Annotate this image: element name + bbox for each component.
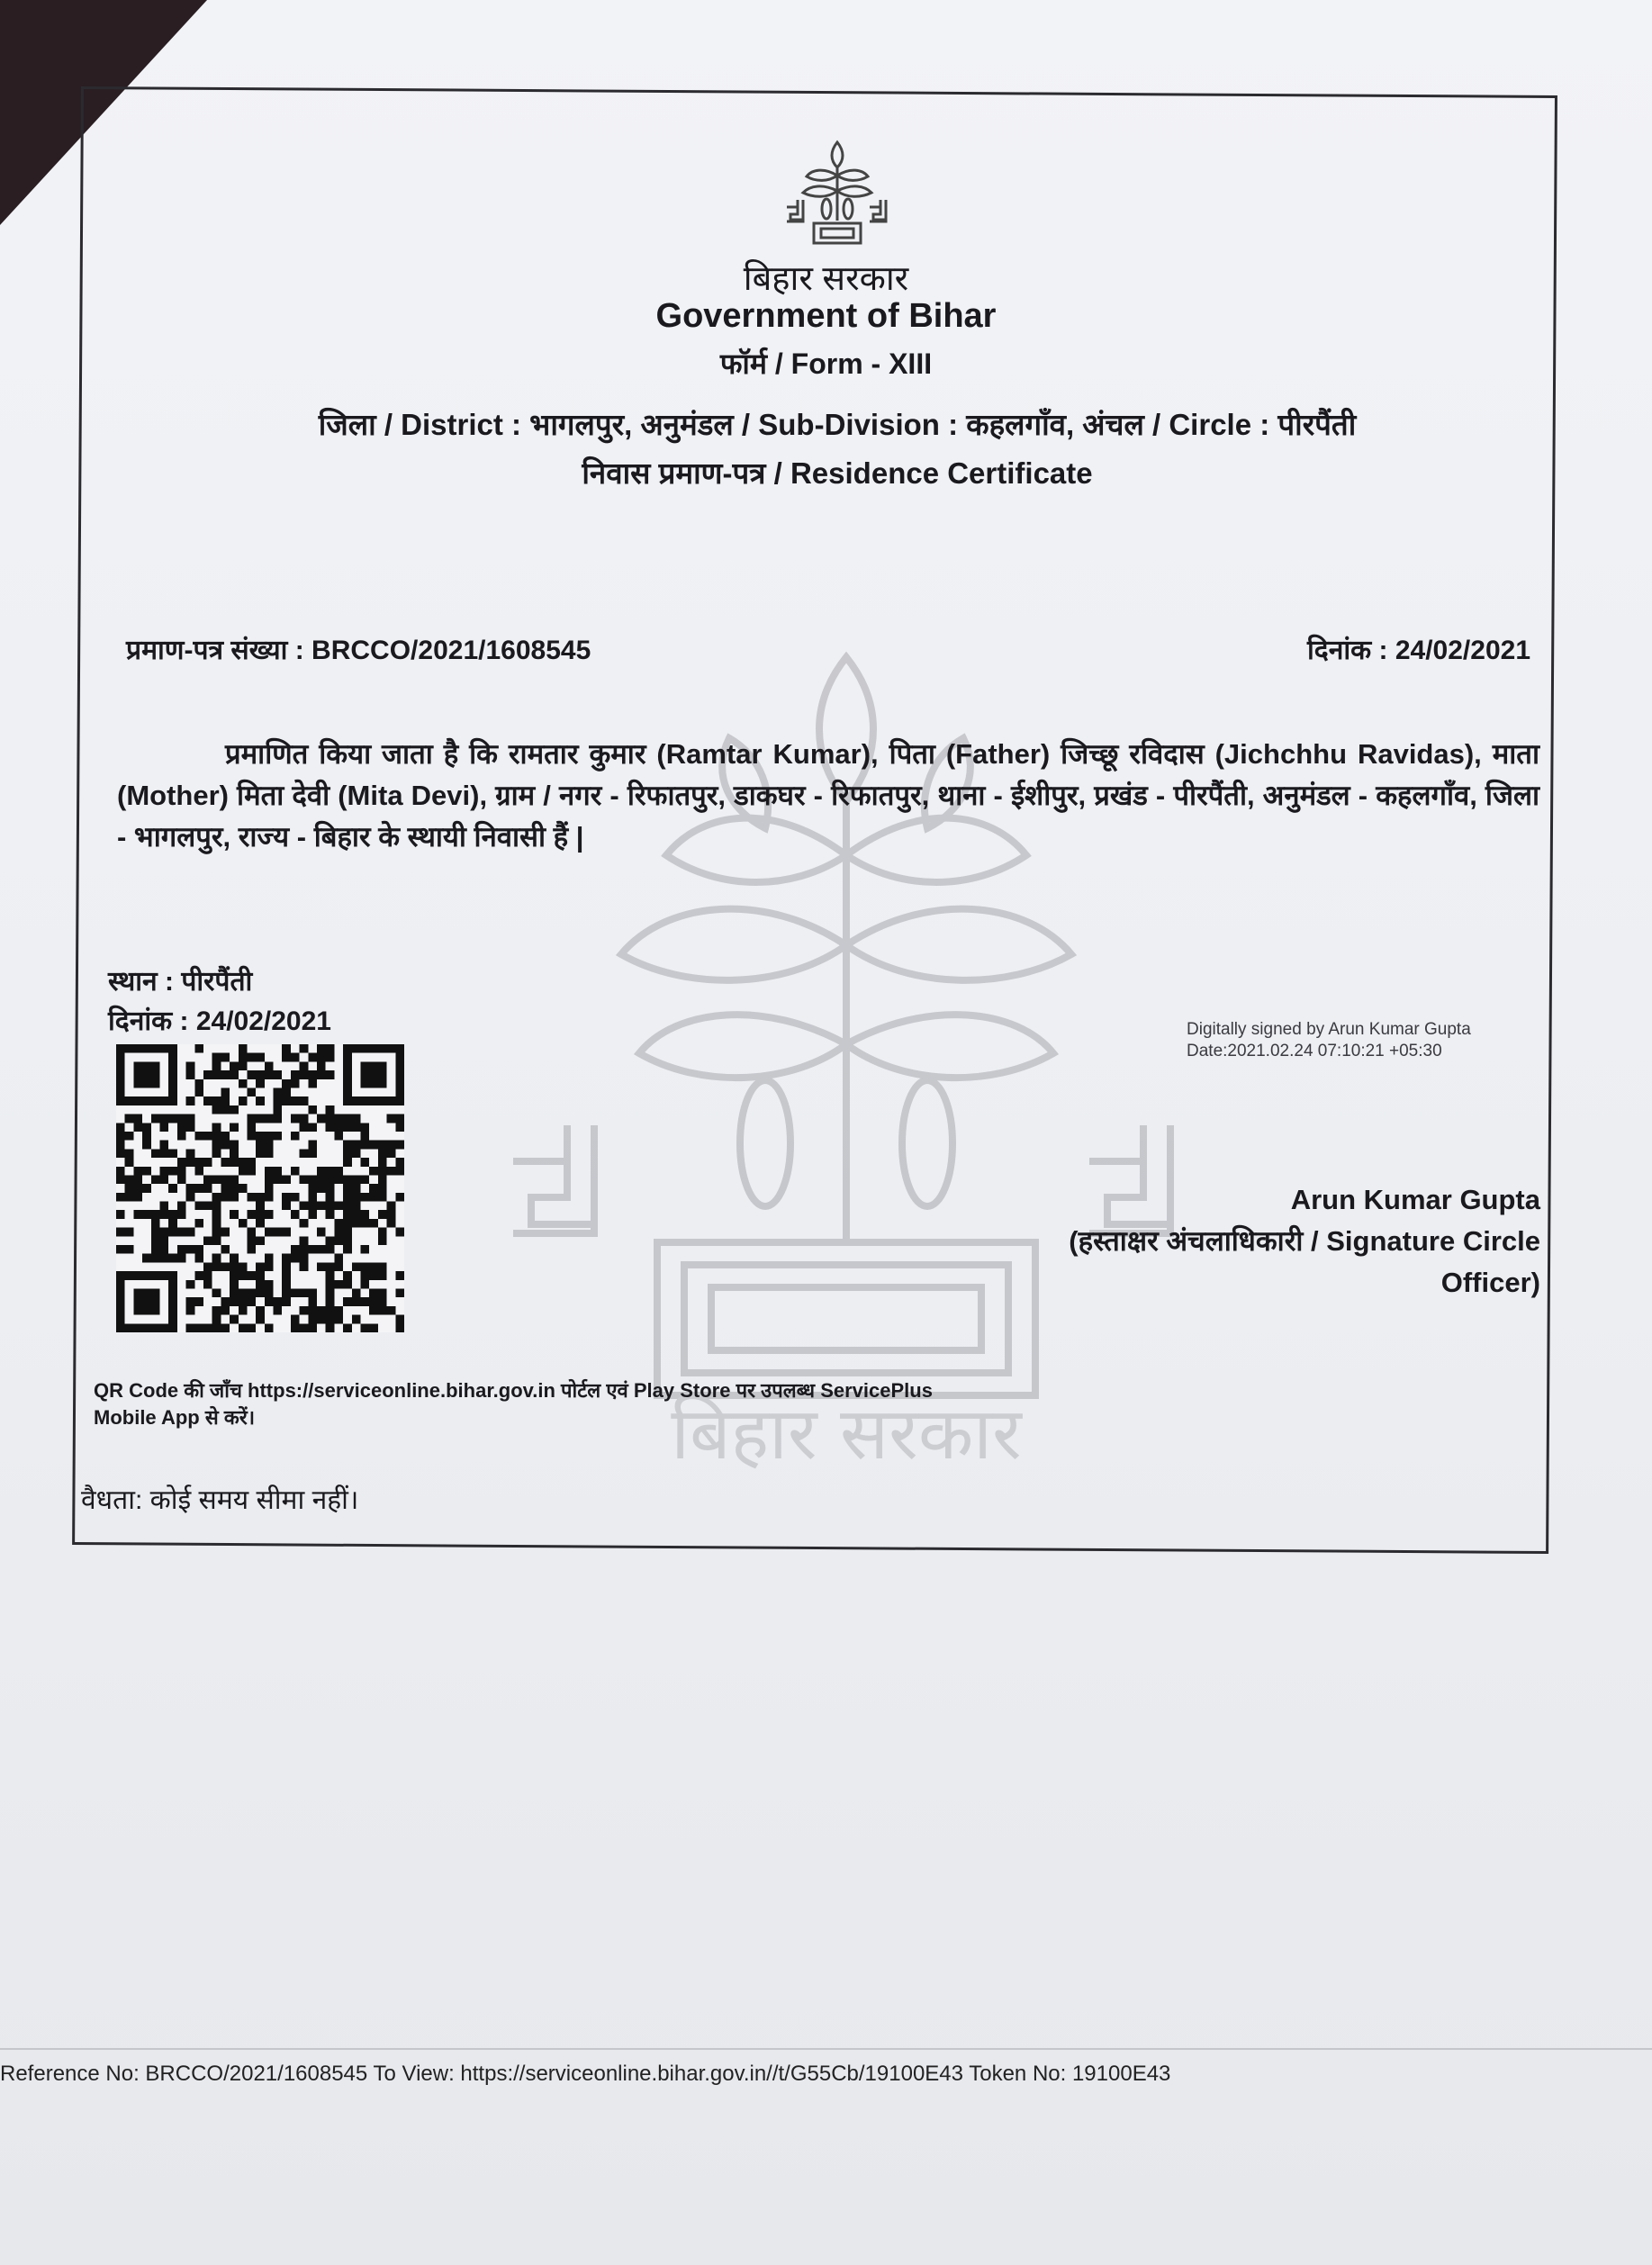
qr-verification-note: QR Code की जाँच https://serviceonline.bihar.gov.in पोर्टल एवं Play Store पर उपलब्ध ServicePlus Mobile App से करें।	[94, 1379, 933, 1429]
govt-title-english: Government of Bihar	[655, 297, 997, 335]
validity-text: वैधता: कोई समय सीमा नहीं।	[81, 1485, 359, 1515]
certificate-body: प्रमाणित किया जाता है कि रामतार कुमार (Ramtar Kumar), पिता (Father) जिच्छू रविदास (Jichchhu Ravidas), माता (Mother) मिता देवी (Mita Devi), ग्राम / नगर - रिफातपुर, डाकघर - रिफातपुर, थाना - ईशीपुर, प्रखंड - पीरपैंती, अनुमंडल - कहलगाँव, जिला - भागलपुर, राज्य - बिहार के स्थायी निवासी हैं |	[117, 738, 1539, 853]
signatory-designation-2: Officer)	[1440, 1267, 1540, 1298]
digital-signature-line1: Digitally signed by Arun Kumar Gupta	[1187, 1020, 1471, 1039]
reference-footer: Reference No: BRCCO/2021/1608545 To View: https://serviceonline.bihar.gov.in//t/G55Cb/19100E43 Token No: 19100E43	[0, 2062, 1171, 2086]
digital-signature-line2: Date:2021.02.24 07:10:21 +05:30	[1187, 1042, 1442, 1060]
district-line: जिला / District : भागलपुर, अनुमंडल / Sub-Division : कहलगाँव, अंचल / Circle : पीरपैंती	[318, 408, 1357, 441]
certificate-date: दिनांक : 24/02/2021	[1307, 636, 1530, 665]
watermark-text: बिहार सरकार	[671, 1392, 1022, 1475]
signatory-name: Arun Kumar Gupta	[1290, 1184, 1540, 1215]
bihar-emblem-logo	[783, 135, 891, 248]
form-number: फॉर्म / Form - XIII	[719, 347, 933, 380]
certificate-number: प्रमाण-पत्र संख्या : BRCCO/2021/1608545	[126, 636, 591, 665]
signatory-designation-1: (हस्ताक्षर अंचलाधिकारी / Signature Circle	[1069, 1225, 1540, 1257]
qr-code	[112, 1044, 409, 1332]
issue-date: दिनांक : 24/02/2021	[108, 1006, 331, 1036]
footer-divider	[0, 2048, 1652, 2050]
certificate-title: निवास प्रमाण-पत्र / Residence Certificate	[582, 456, 1093, 490]
signatory-block	[1000, 1179, 1540, 1304]
govt-title-hindi: बिहार सरकार	[743, 260, 909, 298]
digital-signature-stamp	[1187, 1019, 1471, 1062]
issue-place: स्थान : पीरपैंती	[108, 967, 253, 997]
